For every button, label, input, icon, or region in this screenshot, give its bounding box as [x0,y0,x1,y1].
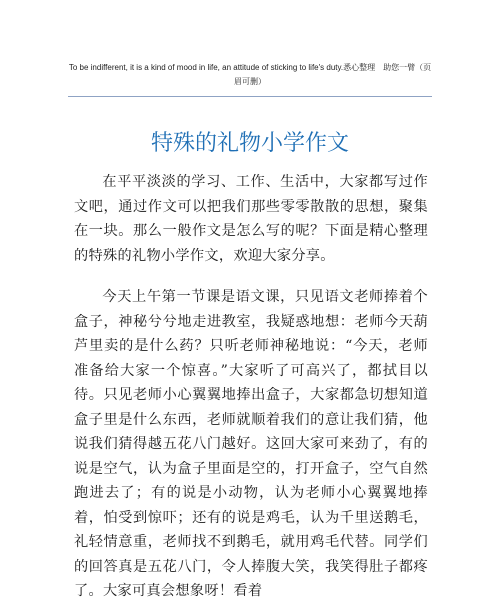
page-header: To be indifferent, it is a kind of mood in life, an attitude of sticking to life's duty.悉心整理 助您一臂（页眉可删） [68,63,432,86]
paragraph-intro: 在平平淡淡的学习、工作、生活中，大家都写过作文吧，通过作文可以把我们那些零零散散的思想，聚集在一块。那么一般作文是怎么写的呢？下面是精心整理的特殊的礼物小学作文，欢迎大家分享。 [74,174,428,264]
document-title: 特殊的礼物小学作文 [150,130,349,156]
paragraph-body: 今天上午第一节课是语文课，只见语文老师捧着个盒子，神秘兮兮地走进教室，我疑惑地想：老师今天葫芦里卖的是什么药？只听老师神秘地说：“今天，老师准备给大家一个惊喜。”大家听了可高兴了，都拭目以待。只见老师小心翼翼地捧出盒子，大家都急切想知道盒子里是什么东西，老师就顺着我们的意让我们猜，他说我们猜得越五花八门越好。这回大家可来劲了，有的说是空气，认为盒子里面是空的，打开盒子，空气自然跑进去了；有的说是小动物，认为老师小心翼翼地捧着，怕受到惊吓；还有的说是鸡毛，认为千里送鹅毛，礼轻情意重，老师找不到鹅毛，就用鸡毛代替。同学们的回答真是五花八门，令人捧腹大笑，我笑得肚子都疼了。大家可真会想象呀！看着 [74,289,428,599]
header-divider [68,96,432,97]
